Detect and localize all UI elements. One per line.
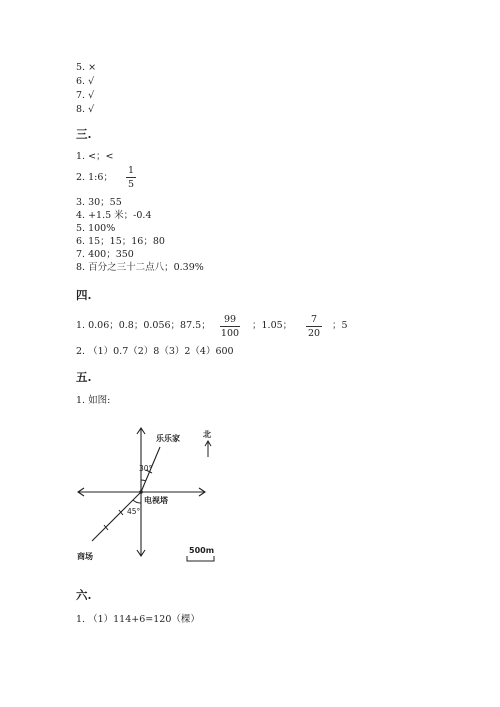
angle-30-label: 30°	[139, 464, 153, 473]
fraction-denominator: 20	[307, 328, 321, 339]
sec3-answer-5: 5. 100%	[76, 223, 116, 234]
mall-label: 商场	[77, 552, 93, 561]
answer-item-5: 5. ×	[76, 62, 97, 73]
sec3-answer-6: 6. 15；15；16；80	[76, 236, 165, 247]
sec3-answer-3: 3. 30；55	[76, 197, 122, 208]
sec4-answer-2: 2. （1）0.7（2）8（3）2（4）600	[76, 346, 234, 357]
sec3-answer-8: 8. 百分之三十二点八；0.39%	[76, 262, 204, 273]
sec4-answer-1-prefix: 1. 0.06；0.8；0.056；87.5；	[76, 320, 211, 331]
angle-arc-top	[141, 480, 146, 481]
sec5-answer-1: 1. 如图:	[76, 395, 111, 406]
fraction-numerator: 7	[310, 314, 318, 325]
angle-arc-bottom	[133, 500, 141, 503]
answer-item-6: 6. √	[76, 76, 95, 87]
fraction-denominator: 100	[220, 328, 240, 339]
lele-home-label: 乐乐家	[156, 434, 180, 443]
fraction-numerator: 1	[127, 165, 135, 176]
section-3-heading: 三.	[76, 127, 92, 141]
sec4-answer-1-mid: ；1.05；	[252, 320, 293, 331]
sec3-answer-4: 4. +1.5 米；-0.4	[76, 210, 152, 221]
tv-tower-label: 电视塔	[144, 496, 168, 505]
angle-45-label: 45°	[127, 507, 141, 516]
line-to-mall	[92, 492, 141, 541]
sec6-answer-1: 1. （1）114+6=120（棵）	[76, 614, 200, 625]
sec3-answer-1: 1. <；<	[76, 151, 114, 162]
sec3-answer-2: 2. 1:6；	[76, 172, 113, 183]
section-5-heading: 五.	[76, 370, 92, 384]
section-4-heading: 四.	[76, 288, 92, 302]
fraction-denominator: 5	[127, 179, 135, 190]
answer-item-8: 8. √	[76, 104, 95, 115]
sec4-answer-1-end: ；5	[332, 320, 348, 331]
section-6-heading: 六.	[76, 588, 92, 602]
fraction-numerator: 99	[223, 314, 237, 325]
tv-tower-point	[139, 490, 143, 494]
north-label: 北	[203, 430, 211, 439]
sec3-answer-7: 7. 400；350	[76, 249, 134, 260]
scale-bar	[187, 556, 214, 561]
answer-item-7: 7. √	[76, 90, 95, 101]
scale-label: 500m	[189, 546, 215, 555]
